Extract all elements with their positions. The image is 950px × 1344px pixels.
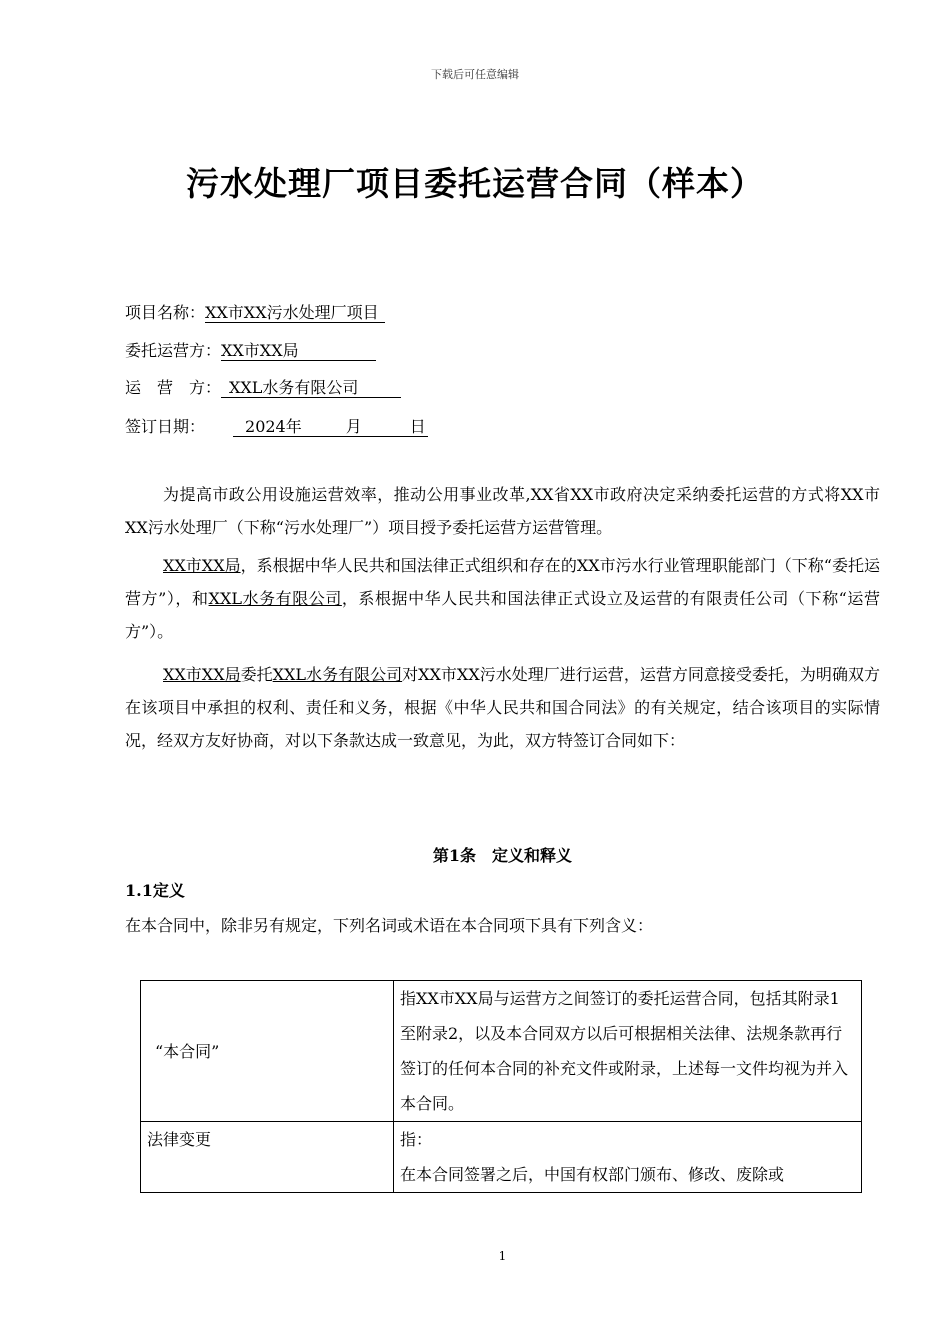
- section-intro: 在本合同中，除非另有规定，下列名词或术语在本合同项下具有下列含义：: [125, 916, 654, 935]
- section-title: 1.1定义: [125, 881, 185, 900]
- header-note: 下载后可任意编辑: [431, 68, 519, 81]
- project-name-value: XX市XX污水处理厂项目: [205, 304, 385, 323]
- definition-line: 指：: [400, 1130, 433, 1149]
- sign-date-label: 签订日期：: [125, 417, 206, 436]
- party-client-name: XX市XX局: [163, 556, 241, 575]
- preamble-paragraph-1: 为提高市政公用设施运营效率，推动公用事业改革,XX省XX市政府决定采纳委托运营的方式将XX市XX污水处理厂（下称“污水处理厂”）项目授予委托运营方运营管理。: [125, 485, 880, 537]
- preamble-text: ，系根据中华人民共和国法律正式组织和存在的XX市污水行业管理职能部门（下称“委托运营方”），和: [125, 556, 880, 608]
- party-operator-name: XXL水务有限公司: [208, 589, 342, 608]
- sign-date-line: [125, 414, 428, 437]
- sign-date-value: [233, 418, 428, 437]
- client-value: XX市XX局: [221, 342, 376, 361]
- client-line: [125, 338, 376, 361]
- party-operator-name: XXL水务有限公司: [272, 665, 403, 684]
- operator-value: XXL水务有限公司: [221, 379, 401, 398]
- definition-text: [394, 1122, 862, 1193]
- definition-term: “本合同”: [141, 981, 394, 1122]
- preamble-paragraph-2: [125, 549, 880, 648]
- table-row: [141, 1122, 862, 1193]
- preamble-text: ，系根据中华人民共和国法律正式设立及运营的有限责任公司（下称“运营方”）。: [125, 589, 880, 641]
- page-number: 1: [498, 1249, 507, 1263]
- definitions-table: [140, 980, 862, 1193]
- preamble-text: 委托: [240, 665, 273, 684]
- definition-line: 在本合同签署之后，中国有权部门颁布、修改、废除或: [400, 1165, 785, 1184]
- sign-date-month: 月: [345, 417, 362, 436]
- party-client-name: XX市XX局: [163, 665, 241, 684]
- definition-text: 指XX市XX局与运营方之间签订的委托运营合同，包括其附录1至附录2，以及本合同双方以后可根据相关法律、法规条款再行签订的任何本合同的补充文件或附录，上述每一文件均视为并入本合同。: [394, 981, 862, 1122]
- operator-line: [125, 375, 401, 398]
- operator-label: 运 营 方：: [125, 378, 222, 397]
- project-name-line: [125, 300, 385, 323]
- preamble-text: 对XX市XX污水处理厂进行运营，运营方同意接受委托，为明确双方在该项目中承担的权利、责任和义务，根据《中华人民共和国合同法》的有关规定，结合该项目的实际情况，经双方友好协商，对以下条款达成一致意见，为此，双方特签订合同如下：: [125, 665, 880, 750]
- document-title: 污水处理厂项目委托运营合同（样本）: [186, 164, 764, 203]
- article-title: 第1条 定义和释义: [432, 846, 573, 865]
- definition-term: 法律变更: [141, 1122, 394, 1193]
- sign-date-day: 日: [409, 417, 426, 436]
- project-name-label: 项目名称：: [125, 303, 206, 322]
- client-label: 委托运营方：: [125, 341, 222, 360]
- sign-date-year: 2024年: [245, 417, 302, 436]
- table-row: [141, 981, 862, 1122]
- preamble-paragraph-3: [125, 658, 880, 757]
